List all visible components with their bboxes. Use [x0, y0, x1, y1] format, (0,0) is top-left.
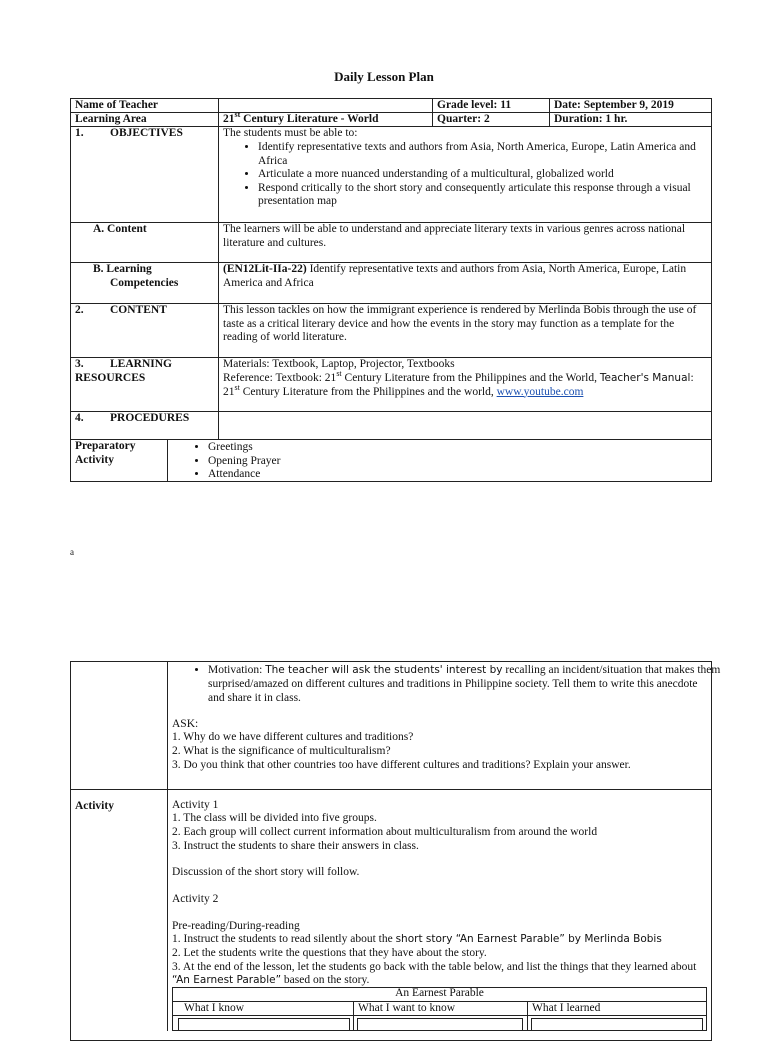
duration: Duration: 1 hr. [554, 113, 628, 125]
kwl-col-know: What I know [184, 1002, 245, 1014]
resources-reference: Reference: Textbook: 21st Century Literature from the Philippines and the World, Teacher's Manual: 21st Century Literature from the Philippines and the world, www.youtube.com [223, 369, 694, 398]
learning-area-label: Learning Area [75, 113, 147, 125]
activity-1-item-2: 2. Each group will collect current information about multiculturalism from around the world [172, 826, 598, 838]
objectives-number: 1. [75, 127, 84, 139]
activity-2-line-1: 1. Instruct the students to read silently about the short story “An Earnest Parable” by Merlinda Bobis [172, 933, 662, 945]
list-item: • Attendance [208, 468, 281, 482]
list-item: • Identify representative texts and authors from Asia, North America, Europe, Latin America and Africa [258, 141, 723, 168]
procedures-number: 4. [75, 412, 84, 424]
preparatory-label-1: Preparatory [75, 440, 136, 452]
objectives-list [240, 141, 723, 209]
procedures-label: PROCEDURES [110, 412, 190, 424]
activity-2-line-3: 3. At the end of the lesson, let the students go back with the table below, and list the things that they learned about [172, 961, 697, 973]
activity-1-item-3: 3. Instruct the students to share their answers in class. [172, 840, 419, 852]
learning-area-value: 21st Century Literature - World [223, 110, 379, 125]
quarter: Quarter: 2 [437, 113, 490, 125]
ask-question-2: 2. What is the significance of multiculturalism? [172, 745, 391, 757]
competencies-text: (EN12Lit-IIa-22) Identify representative texts and authors from Asia, North America, Europe, Latin America and Africa [223, 263, 687, 289]
competencies-label-2: Competencies [110, 277, 179, 289]
list-item: • Articulate a more nuanced understanding of a multicultural, globalized world [258, 168, 723, 182]
preparatory-list [190, 441, 281, 482]
activity-2-line-2: 2. Let the students write the questions that they have about the story. [172, 947, 487, 959]
resources-label-2: RESOURCES [75, 372, 146, 384]
content-a-label: A. Content [93, 223, 147, 235]
list-item: • Motivation: The teacher will ask the students' interest by recalling an incident/situation that makes them [208, 664, 720, 678]
ask-question-3: 3. Do you think that other countries too have different cultures and traditions? Explain your answer. [172, 759, 631, 771]
resources-materials: Materials: Textbook, Laptop, Projector, Textbooks [223, 358, 455, 370]
list-item: • Greetings [208, 441, 281, 455]
list-item: • Opening Prayer [208, 455, 281, 469]
discussion-text: Discussion of the short story will follow. [172, 866, 360, 878]
content-number: 2. [75, 304, 84, 316]
objectives-label: OBJECTIVES [110, 127, 183, 139]
motivation-list [190, 664, 720, 678]
preparatory-label-2: Activity [75, 454, 114, 466]
teacher-label: Name of Teacher [75, 99, 159, 111]
page-title: Daily Lesson Plan [334, 69, 434, 84]
motivation-line-3: and share it in class. [208, 692, 301, 704]
resources-label-1: LEARNING [110, 358, 172, 370]
activity-1-item-1: 1. The class will be divided into five groups. [172, 812, 377, 824]
list-item: • Respond critically to the short story and consequently articulate this response through a visual presentation map [258, 182, 723, 209]
kwl-col-learned: What I learned [532, 1002, 601, 1014]
resources-number: 3. [75, 358, 84, 370]
ask-label: ASK: [172, 718, 199, 730]
objectives-intro: The students must be able to: [223, 127, 358, 139]
content-a-text: The learners will be able to understand and appreciate literary texts in various genres across national literature and cultures. [223, 223, 686, 249]
activity-1-title: Activity 1 [172, 799, 219, 811]
activity-2-title: Activity 2 [172, 893, 219, 905]
kwl-title: An Earnest Parable [395, 987, 484, 999]
grade-level: Grade level: 11 [437, 99, 512, 111]
activity-label: Activity [75, 800, 114, 812]
motivation-line-2: surprised/amazed on different cultures and traditions in Philippine society. Tell them to write this anecdote [208, 678, 698, 690]
activity-2-line-4: “An Earnest Parable” based on the story. [172, 974, 370, 986]
content-label: CONTENT [110, 304, 167, 316]
pre-reading-label: Pre-reading/During-reading [172, 920, 300, 932]
lesson-date: Date: September 9, 2019 [554, 99, 674, 111]
stray-mark: a [70, 547, 74, 557]
content-text: This lesson tackles on how the immigrant experience is rendered by Merlinda Bobis through the use of taste as a critical literary device and how the events in the story may function as a template for the reading of world literature. [223, 304, 697, 343]
ask-question-1: 1. Why do we have different cultures and traditions? [172, 731, 414, 743]
kwl-col-want: What I want to know [358, 1002, 456, 1014]
competencies-label-1: B. Learning [93, 263, 152, 275]
youtube-link[interactable]: www.youtube.com [496, 385, 584, 398]
